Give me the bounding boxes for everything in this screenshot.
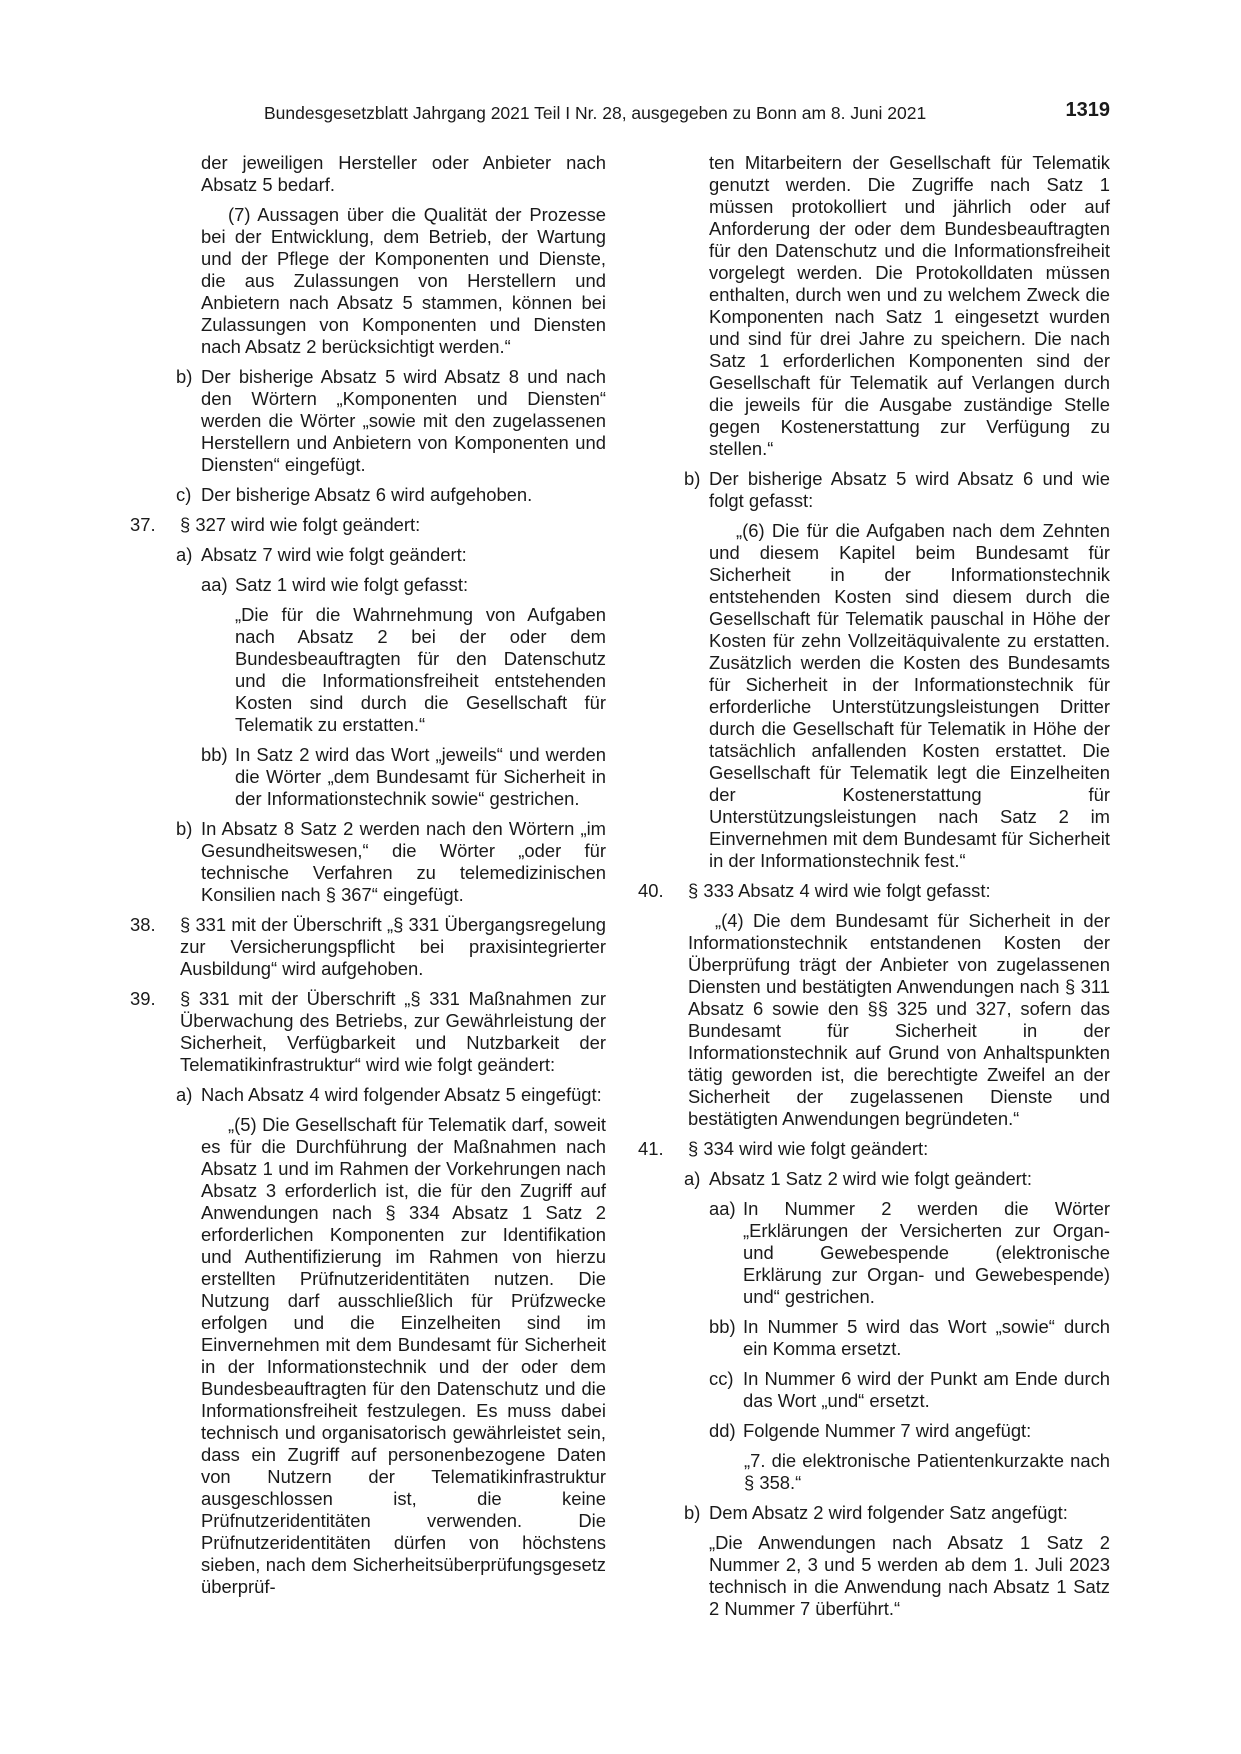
paragraph	[130, 366, 606, 476]
paragraph-text: In Nummer 5 wird das Wort „sowie“ durch ein Komma ersetzt.	[743, 1316, 1110, 1359]
paragraph-text: Absatz 7 wird wie folgt geändert:	[201, 544, 467, 565]
paragraph	[130, 484, 606, 506]
item-label: bb)	[201, 744, 228, 765]
paragraph-text: Absatz 1 Satz 2 wird wie folgt geändert:	[709, 1168, 1033, 1189]
item-label: b)	[176, 818, 193, 839]
item-label: cc)	[709, 1368, 734, 1389]
paragraph	[638, 1198, 1110, 1308]
paragraph	[638, 1450, 1110, 1494]
paragraph-text: § 327 wird wie folgt geändert:	[180, 514, 421, 535]
paragraph	[638, 520, 1110, 872]
paragraph	[130, 744, 606, 810]
item-label: 40.	[638, 880, 664, 901]
paragraph-text: der jeweiligen Hersteller oder Anbieter nach Absatz 5 bedarf.	[201, 152, 606, 195]
paragraph-text: Der bisherige Absatz 6 wird aufgehoben.	[201, 484, 533, 505]
paragraph-text: Folgende Nummer 7 wird angefügt:	[743, 1420, 1032, 1441]
paragraph	[638, 1502, 1110, 1524]
paragraph	[638, 1316, 1110, 1360]
item-label: dd)	[709, 1420, 736, 1441]
paragraph-text: Der bisherige Absatz 5 wird Absatz 6 und wie folgt gefasst:	[709, 468, 1110, 511]
paragraph	[130, 914, 606, 980]
paragraph	[130, 514, 606, 536]
paragraph	[638, 152, 1110, 460]
header-title: Bundesgesetzblatt Jahrgang 2021 Teil I Nr. 28, ausgegeben zu Bonn am 8. Juni 2021	[264, 103, 927, 123]
paragraph-text: § 333 Absatz 4 wird wie folgt gefasst:	[688, 880, 991, 901]
paragraph	[130, 1084, 606, 1106]
item-label: bb)	[709, 1316, 736, 1337]
paragraph	[638, 468, 1110, 512]
paragraph	[130, 574, 606, 596]
paragraph	[638, 1138, 1110, 1160]
item-label: 39.	[130, 988, 156, 1009]
paragraph-text: In Absatz 8 Satz 2 werden nach den Wörtern „im Gesundheitswesen,“ die Wörter „oder für technische Verfahren zu telemedizinischen Konsilien nach § 367“ eingefügt.	[201, 818, 606, 905]
item-label: b)	[176, 366, 193, 387]
paragraph-text: „(6) Die für die Aufgaben nach dem Zehnten und diesem Kapitel beim Bundesamt für Sicherheit in der Informationstechnik entstehenden Kosten sind diesem durch die Gesellschaft für Telematik pauschal in Höhe der Kosten für zehn Vollzeitäquivalente zu erstatten. Zusätzlich werden die Kosten des Bundesamts für Sicherheit in der Informationstechnik für erforderliche Unterstützungsleistungen Dritter durch die Gesellschaft für Telematik in Höhe der tatsächlich anfallenden Kosten erstattet. Die Gesellschaft für Telematik legt die Einzelheiten der Kostenerstattung für Unterstützungsleistungen nach Satz 2 im Einvernehmen mit dem Bundesamt für Sicherheit in der Informationstechnik fest.“	[709, 520, 1110, 871]
paragraph-text: Satz 1 wird wie folgt gefasst:	[235, 574, 469, 595]
paragraph	[638, 1168, 1110, 1190]
paragraph	[130, 204, 606, 358]
paragraph-text: In Nummer 6 wird der Punkt am Ende durch das Wort „und“ ersetzt.	[743, 1368, 1110, 1411]
item-label: 37.	[130, 514, 156, 535]
paragraph	[130, 1114, 606, 1598]
paragraph	[130, 988, 606, 1076]
paragraph	[130, 152, 606, 196]
item-label: b)	[684, 1502, 701, 1523]
paragraph	[638, 910, 1110, 1130]
paragraph-text: In Nummer 2 werden die Wörter „Erklärungen der Versicherten zur Organ- und Gewebespende (elektronische Erklärung zur Organ- und Gewebespende) und“ gestrichen.	[743, 1198, 1110, 1307]
paragraph	[638, 1368, 1110, 1412]
paragraph-text: Nach Absatz 4 wird folgender Absatz 5 eingefügt:	[201, 1084, 602, 1105]
right-column	[638, 152, 1110, 1628]
page-number: 1319	[1065, 99, 1110, 121]
paragraph-text: (7) Aussagen über die Qualität der Prozesse bei der Entwicklung, dem Betrieb, der Wartung und der Pflege der Komponenten und Dienste, die aus Zulassungen von Herstellern und Anbietern nach Absatz 5 stammen, können bei Zulassungen von Komponenten und Diensten nach Absatz 2 berücksichtigt werden.“	[201, 204, 606, 357]
paragraph-text: „Die Anwendungen nach Absatz 1 Satz 2 Nummer 2, 3 und 5 werden ab dem 1. Juli 2023 technisch in die Anwendung nach Absatz 1 Satz 2 Nummer 7 überführt.“	[709, 1532, 1110, 1619]
paragraph	[638, 1532, 1110, 1620]
paragraph-text: „(5) Die Gesellschaft für Telematik darf, soweit es für die Durchführung der Maßnahmen nach Absatz 1 und im Rahmen der Vorkehrungen nach Absatz 3 erforderlich ist, die für den Zugriff auf Anwendungen nach § 334 Absatz 1 Satz 2 erforderlichen Komponenten zur Identifikation und Authentifizierung im Rahmen von hierzu erstellten Prüfnutzeridentitäten nutzen. Die Nutzung darf ausschließlich für Prüfzwecke erfolgen und die Einzelheiten sind im Einvernehmen mit dem Bundesamt für Sicherheit in der Informationstechnik und der oder dem Bundesbeauftragten für den Datenschutz und die Informationsfreiheit festzulegen. Es muss dabei technisch und organisatorisch gewährleistet sein, dass ein Zugriff auf personenbezogene Daten von Nutzern der Telematikinfrastruktur ausgeschlossen ist, die keine Prüfnutzeridentitäten verwenden. Die Prüfnutzeridentitäten dürfen von höchstens sieben, nach dem Sicherheitsüberprüfungsgesetz überprüf-	[201, 1114, 606, 1597]
item-label: 38.	[130, 914, 156, 935]
paragraph-text: In Satz 2 wird das Wort „jeweils“ und werden die Wörter „dem Bundesamt für Sicherheit in der Informationstechnik sowie“ gestrichen.	[235, 744, 606, 809]
item-label: aa)	[201, 574, 228, 595]
page-header	[264, 99, 1134, 125]
item-label: a)	[176, 544, 193, 565]
item-label: a)	[684, 1168, 701, 1189]
item-label: c)	[176, 484, 192, 505]
paragraph-text: „(4) Die dem Bundesamt für Sicherheit in der Informationstechnik entstandenen Kosten der Überprüfung trägt der Anbieter von zugelassenen Diensten und bestätigten Anwendungen nach § 311 Absatz 6 sowie den §§ 325 und 327, sofern das Bundesamt für Sicherheit in der Informationstechnik auf Grund von Anhaltspunkten tätig geworden ist, die berechtigte Zweifel an der Sicherheit der zugelassenen Dienste und bestätigten Anwendungen begründeten.“	[688, 910, 1110, 1129]
paragraph-text: „7. die elektronische Patientenkurzakte nach § 358.“	[744, 1450, 1110, 1493]
item-label: 41.	[638, 1138, 664, 1159]
paragraph-text: Der bisherige Absatz 5 wird Absatz 8 und nach den Wörtern „Komponenten und Diensten“ werden die Wörter „sowie mit den zugelassenen Herstellern und Anbietern von Komponenten und Diensten“ eingefügt.	[201, 366, 606, 475]
item-label: b)	[684, 468, 701, 489]
left-column	[130, 152, 606, 1606]
paragraph	[638, 880, 1110, 902]
paragraph	[130, 604, 606, 736]
item-label: aa)	[709, 1198, 736, 1219]
paragraph-text: „Die für die Wahrnehmung von Aufgaben nach Absatz 2 bei der oder dem Bundesbeauftragten für den Datenschutz und die Informationsfreiheit entstehenden Kosten sind durch die Gesellschaft für Telematik zu erstatten.“	[235, 604, 606, 735]
paragraph-text: Dem Absatz 2 wird folgender Satz angefügt:	[709, 1502, 1068, 1523]
item-label: a)	[176, 1084, 193, 1105]
paragraph	[130, 544, 606, 566]
paragraph-text: § 331 mit der Überschrift „§ 331 Übergangsregelung zur Versicherungspflicht bei praxisintegrierter Ausbildung“ wird aufgehoben.	[180, 914, 606, 979]
paragraph-text: § 331 mit der Überschrift „§ 331 Maßnahmen zur Überwachung des Betriebs, zur Gewährleistung der Sicherheit, Verfügbarkeit und Nutzbarkeit der Telematikinfrastruktur“ wird wie folgt geändert:	[180, 988, 606, 1075]
paragraph	[130, 818, 606, 906]
paragraph	[638, 1420, 1110, 1442]
paragraph-text: § 334 wird wie folgt geändert:	[688, 1138, 929, 1159]
paragraph-text: ten Mitarbeitern der Gesellschaft für Telematik genutzt werden. Die Zugriffe nach Satz 1 müssen protokolliert und jährlich oder auf Anforderung der oder dem Bundesbeauftragten für den Datenschutz und die Informationsfreiheit vorgelegt werden. Die Protokolldaten müssen enthalten, durch wen und zu welchem Zweck die Komponenten nach Satz 1 eingesetzt wurden und sind für drei Jahre zu speichern. Die nach Satz 1 erforderlichen Komponenten sind der Gesellschaft für Telematik auf Verlangen durch die jeweils für die Ausgabe zuständige Stelle gegen Kostenerstattung zur Verfügung zu stellen.“	[709, 152, 1110, 459]
